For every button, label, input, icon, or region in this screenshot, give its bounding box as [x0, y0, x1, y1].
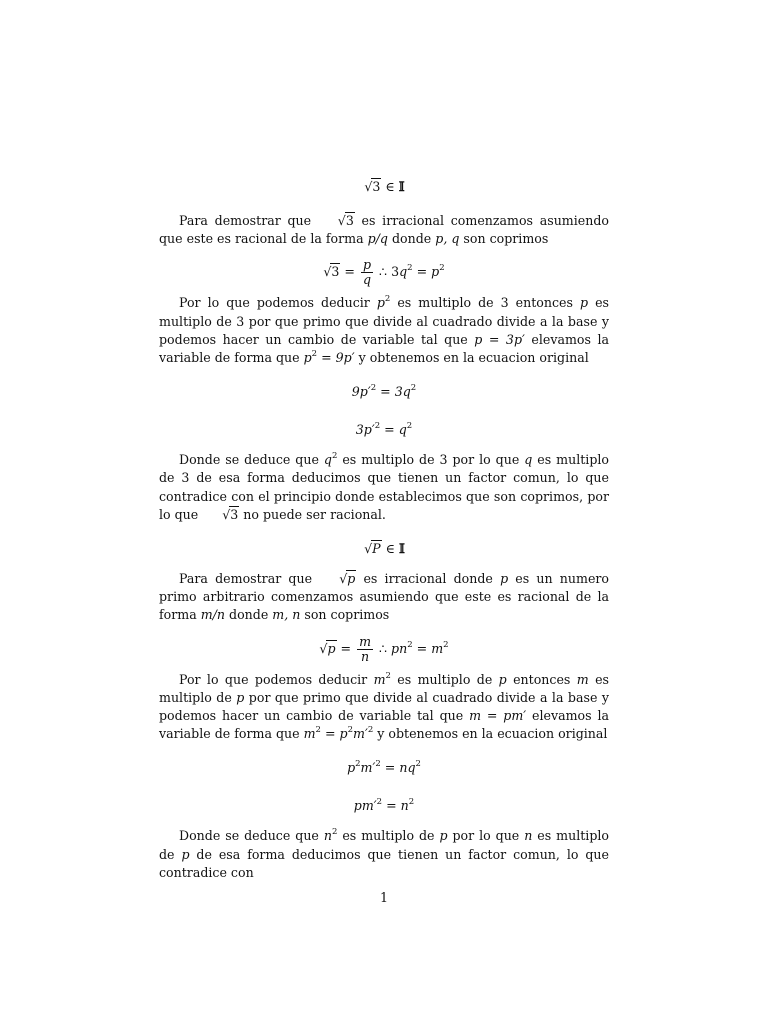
section1-heading: √3 ∈ 𝕀 — [159, 178, 609, 196]
section2-equation3: $pm'^2 = n^2$ — [353, 797, 415, 814]
section1-equation2: $9p'^2 = 3q^2$ — [351, 383, 417, 400]
section2-equation1: √p = $\frac{m}{n}$ ∴ $pn^2 = m^2$ — [319, 633, 449, 664]
fraction-m-over-n: $\frac{m}{n}$ — [359, 633, 372, 664]
section2-paragraph2: Por lo que podemos deducir $m^2$ es multiplo de p entonces m es multiplo de p por que primo que divide al cuadrado divide a la base y podemos hacer un cambio de variable tal que m = pm′ elevamos la variable de forma que $m^2 = p^2m'^2$ y obtenemos en la ecuacion original — [159, 670, 609, 742]
fraction-p-over-q: $\frac{p}{q}$ — [362, 257, 372, 288]
page-number: 1 — [379, 890, 388, 905]
section2-paragraph1: Para demostrar que √p es irracional donde p es un numero primo arbitrario comenzamos asumiendo que este es racional de la forma m/n donde m, n son coprimos — [159, 571, 609, 623]
section1-paragraph2: Por lo que podemos deducir $p^2$ es multiplo de 3 entonces p es multiplo de 3 por que primo que divide al cuadrado divide a la base y podemos hacer un cambio de variable tal que p = 3p′ elevamos la variable de forma que $p^2 = 9p'$ y obtenemos en la ecuacion original — [159, 294, 609, 366]
section1-equation1: √3 = $\frac{p}{q}$ ∴ $3q^2 = p^2$ — [323, 257, 445, 288]
section1-paragraph3: Donde se deduce que $q^2$ es multiplo de 3 por lo que q es multiplo de 3 de esa forma deducimos que tienen un factor comun, lo que contradice con el principio donde establecimos que son coprimos, por lo que √3 no puede ser racional. — [159, 451, 609, 522]
section1-equation3: $3p'^2 = q^2$ — [355, 421, 413, 438]
sqrt3-radical: √3 — [364, 179, 381, 194]
section2-paragraph3: Donde se deduce que $n^2$ es multiplo de p por lo que n es multiplo de p de esa forma deducimos que tienen un factor comun, lo que contradice con — [159, 827, 609, 880]
document-body — [159, 178, 609, 882]
sqrtP-radical: √P — [364, 541, 381, 557]
section2-equation2: $p^2m'^2 = nq^2$ — [347, 759, 421, 776]
section2-heading: √P ∈ 𝕀 — [159, 540, 609, 558]
section1-paragraph1: Para demostrar que √3 es irracional comenzamos asumiendo que este es racional de la forma p/q donde p, q son coprimos — [159, 213, 609, 247]
